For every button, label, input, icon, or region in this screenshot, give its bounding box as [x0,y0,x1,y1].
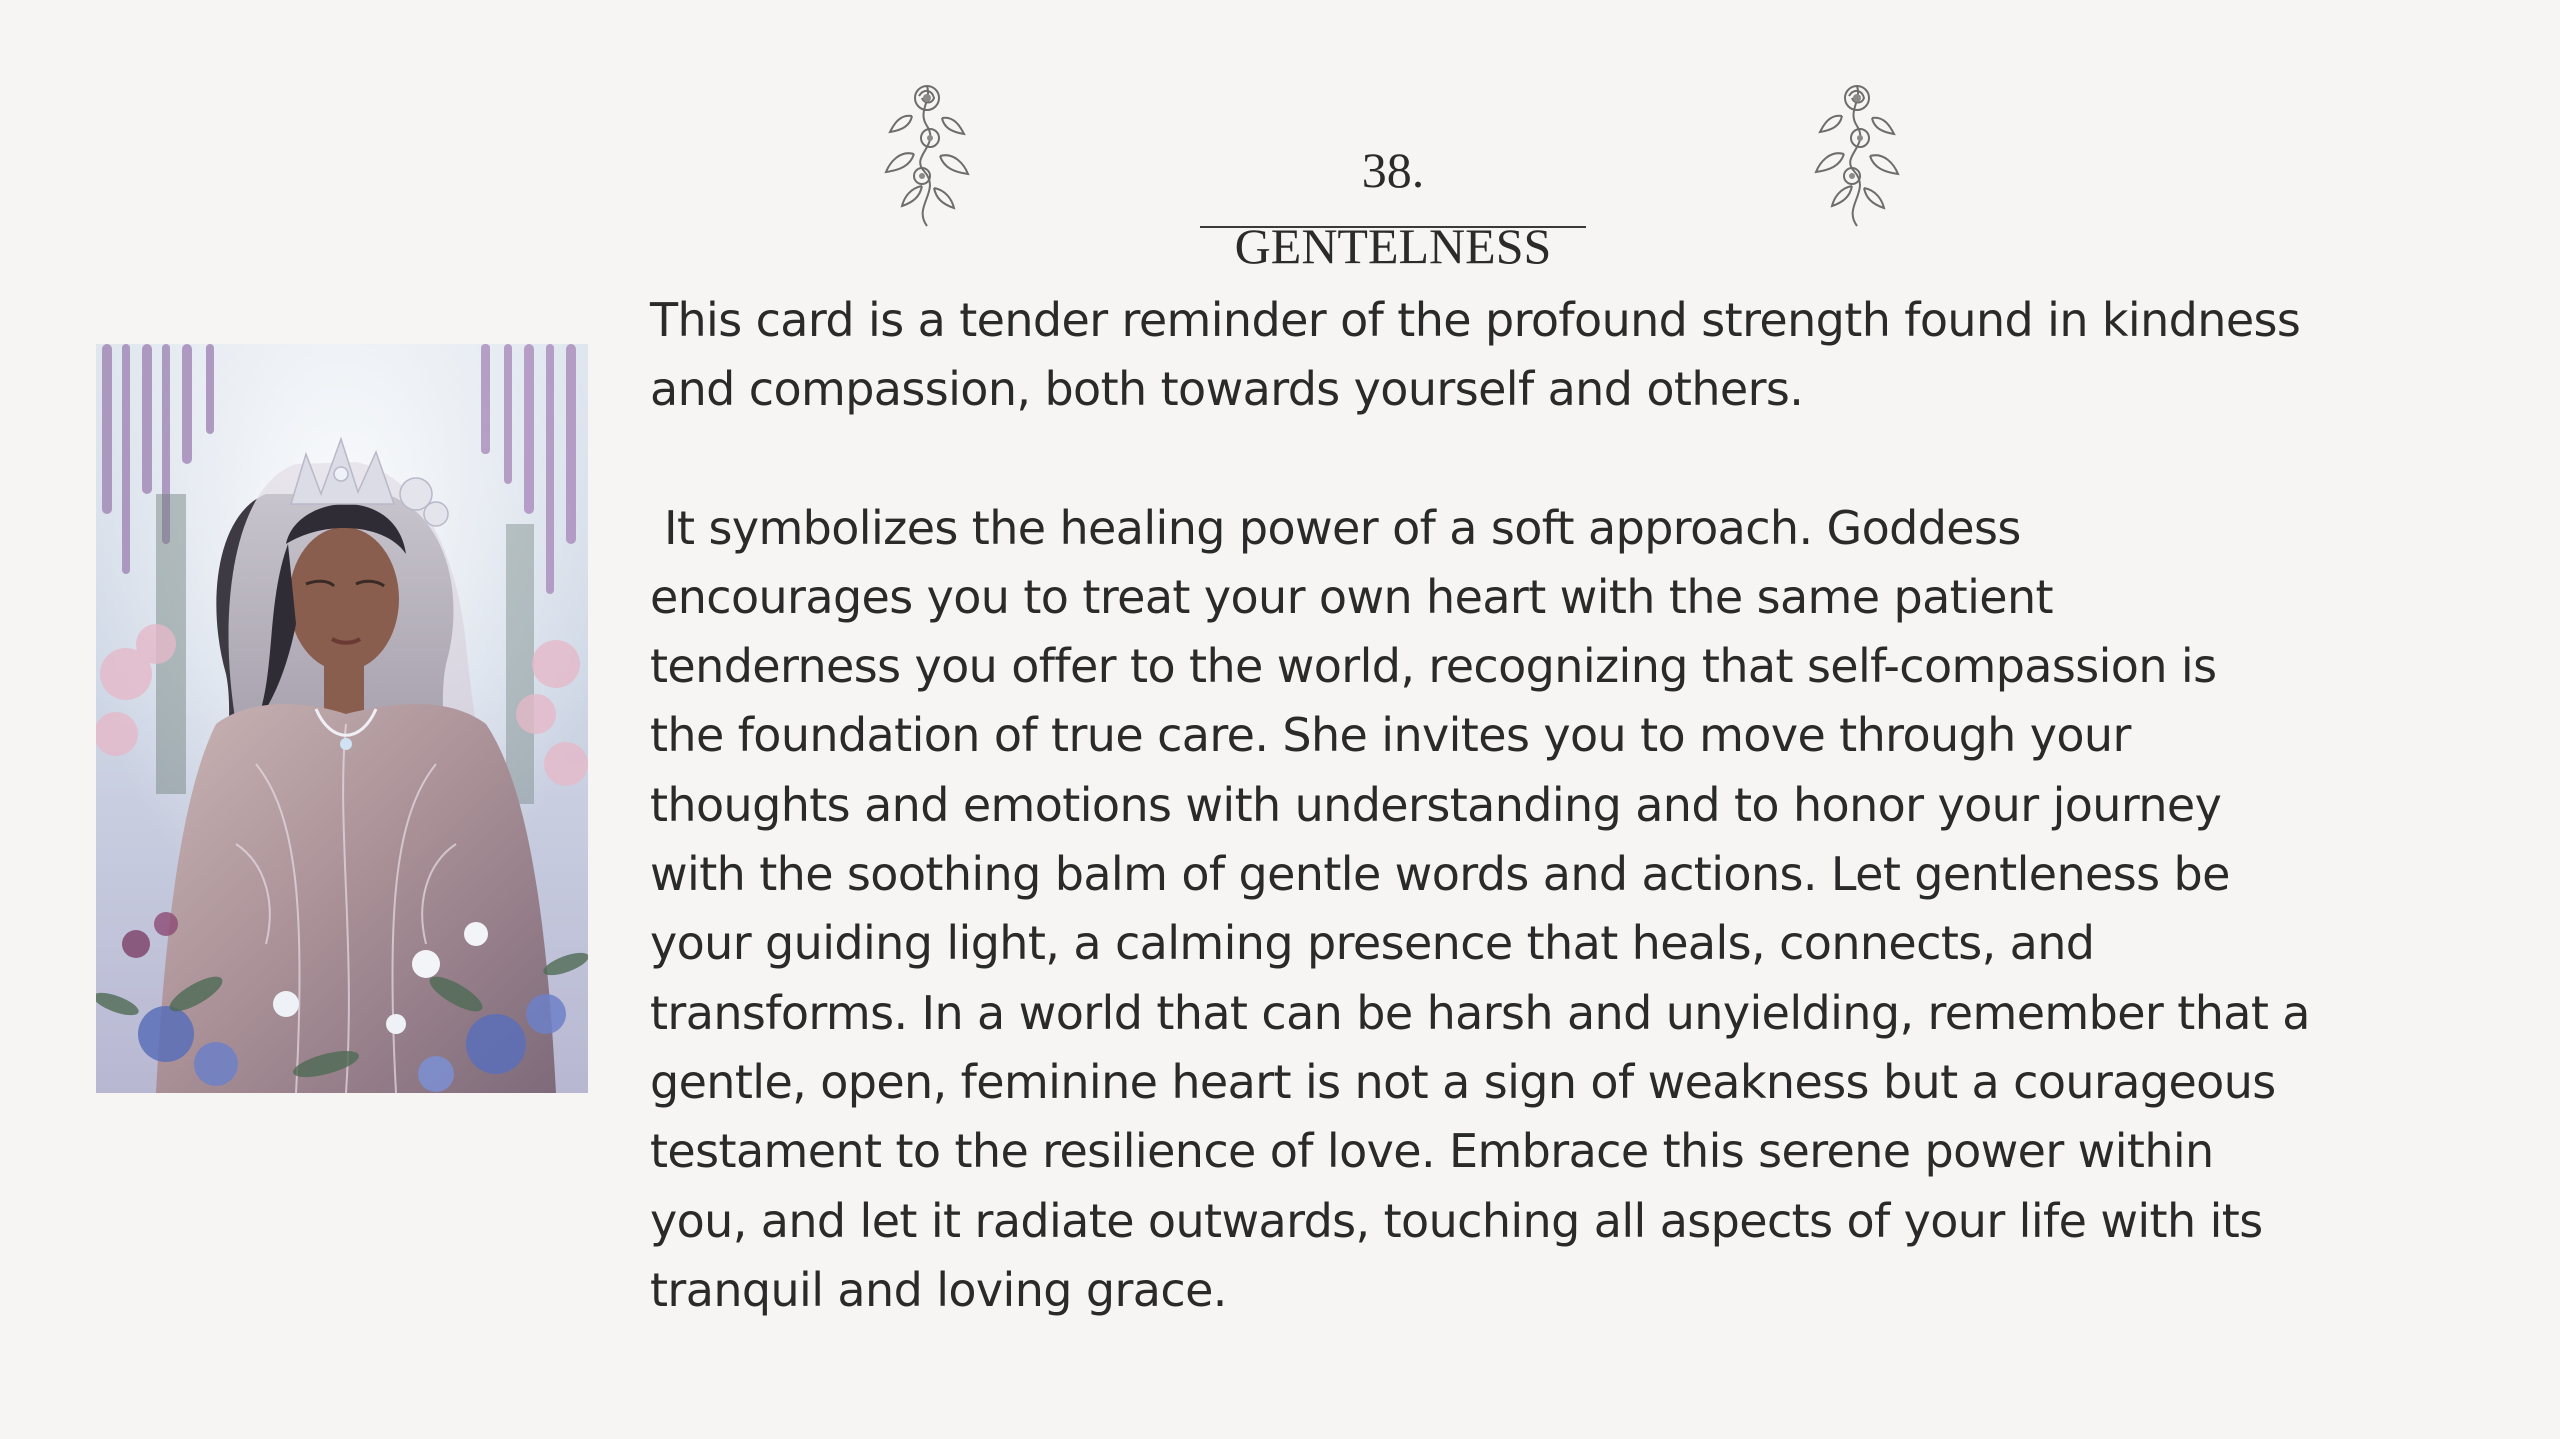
description-line: It symbolizes the healing power of a soft approach. Goddess [650,500,2021,555]
description-line: tranquil and loving grace. [650,1262,1227,1317]
card-description [650,286,2450,1325]
description-line: your guiding light, a calming presence that heals, connects, and [650,916,2095,971]
description-line: encourages you to treat your own heart with the same patient [650,569,2053,624]
description-line: This card is a tender reminder of the profound strength found in kindness [650,293,2301,347]
description-line: with the soothing balm of gentle words and actions. Let gentleness be [650,847,2230,902]
rose-vine-icon [1802,76,1912,230]
description-line: you, and let it radiate outwards, touching all aspects of your life with its [650,1193,2263,1248]
description-line: transforms. In a world that can be harsh and unyielding, remember that a [650,985,2310,1040]
description-line: thoughts and emotions with understanding and to honor your journey [650,777,2222,832]
description-line: the foundation of true care. She invites you to move through your [650,708,2131,763]
rose-vine-icon [872,76,982,230]
description-line: testament to the resilience of love. Embrace this serene power within [650,1124,2214,1179]
description-line: tenderness you offer to the world, recognizing that self-compassion is [650,639,2217,694]
card-title: 38. GENTELNESS [1200,132,1586,228]
description-line: and compassion, both towards yourself and others. [650,362,1804,417]
goddess-portrait [96,344,588,1093]
description-line: gentle, open, feminine heart is not a sign of weakness but a courageous [650,1054,2276,1109]
